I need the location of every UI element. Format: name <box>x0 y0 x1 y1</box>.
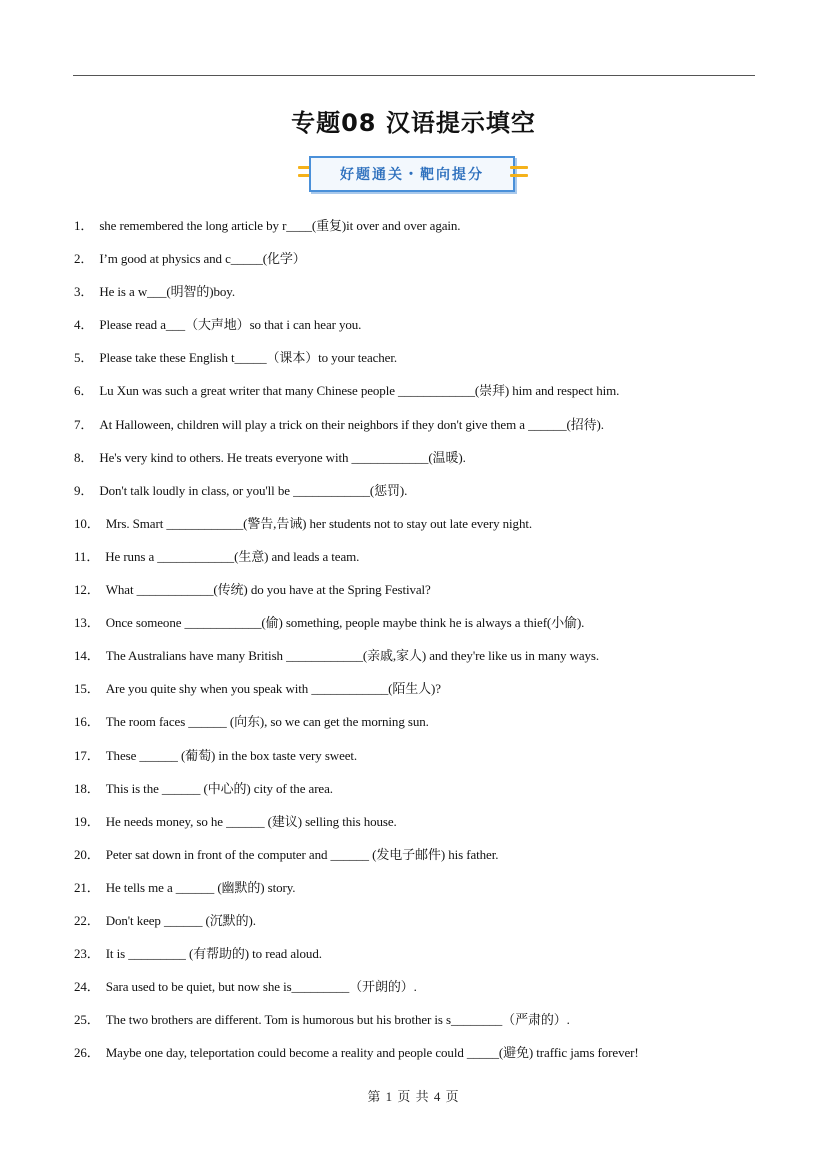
question-text: Please read a___（大声地）so that i can hear you. <box>99 317 362 333</box>
question-text: He needs money, so he ______ (建议) selling this house. <box>105 813 397 829</box>
question-item <box>74 879 764 912</box>
question-text: Lu Xun was such a great writer that many Chinese people ____________(崇拜) him and respect him. <box>99 383 620 399</box>
question-text: The Australians have many British ____________(亲戚,家人) and they're like us in many ways. <box>105 648 600 664</box>
question-number: 6． <box>74 383 94 399</box>
question-item <box>74 1044 764 1077</box>
question-item <box>74 217 764 250</box>
question-item <box>74 449 764 482</box>
page-title: 专题08 汉语提示填空 <box>291 109 536 137</box>
question-item <box>74 846 764 879</box>
question-list <box>74 217 764 1077</box>
question-number: 11． <box>74 548 100 564</box>
question-text: This is the ______ (中心的) city of the area. <box>105 780 333 796</box>
question-number: 24． <box>74 979 100 995</box>
question-number: 26． <box>74 1045 100 1061</box>
question-item <box>74 382 764 415</box>
question-number: 22． <box>74 912 100 928</box>
question-item <box>74 614 764 647</box>
question-item <box>74 316 764 349</box>
question-number: 25． <box>74 1012 100 1028</box>
question-number: 16． <box>74 714 100 730</box>
question-number: 14． <box>74 648 100 664</box>
question-item <box>74 349 764 382</box>
question-number: 3． <box>74 284 94 300</box>
question-number: 2． <box>74 251 94 267</box>
question-item <box>74 647 764 680</box>
question-number: 7． <box>74 416 94 432</box>
question-item <box>74 482 764 515</box>
question-number: 18． <box>74 780 100 796</box>
question-text: He tells me a ______ (幽默的) story. <box>105 879 296 895</box>
header-rule <box>73 75 755 76</box>
question-text: Please take these English t_____（课本）to your teacher. <box>99 350 398 366</box>
question-number: 5． <box>74 350 94 366</box>
question-number: 23． <box>74 946 100 962</box>
question-item <box>74 581 764 614</box>
question-number: 10． <box>74 515 100 531</box>
question-item <box>74 1011 764 1044</box>
section-badge-label: 好题通关・靶向提分 <box>309 156 515 192</box>
question-number: 8． <box>74 449 94 465</box>
page-footer: 第 1 页 共 4 页 <box>367 1089 460 1104</box>
question-item <box>74 978 764 1011</box>
question-text: What ____________(传统) do you have at the Spring Festival? <box>105 582 431 598</box>
question-text: At Halloween, children will play a trick on their neighbors if they don't give them a ______(招待). <box>99 416 604 432</box>
question-item <box>74 515 764 548</box>
question-text: Sara used to be quiet, but now she is_________（开朗的）. <box>105 979 417 995</box>
question-item <box>74 283 764 316</box>
question-item <box>74 813 764 846</box>
question-text: Mrs. Smart ____________(警告,告诫) her students not to stay out late every night. <box>105 515 533 531</box>
question-number: 17． <box>74 747 100 763</box>
question-text: Don't keep ______ (沉默的). <box>105 912 256 928</box>
question-text: Once someone ____________(偷) something, people maybe think he is always a thief(小偷). <box>105 615 585 631</box>
question-text: He runs a ____________(生意) and leads a team. <box>105 548 360 564</box>
question-text: she remembered the long article by r____(重复)it over and over again. <box>99 218 461 233</box>
question-text: Are you quite shy when you speak with ____________(陌生人)? <box>105 681 441 697</box>
question-text: It is _________ (有帮助的) to read aloud. <box>105 946 322 962</box>
question-number: 15． <box>74 681 100 697</box>
question-item <box>74 680 764 713</box>
question-text: These ______ (葡萄) in the box taste very sweet. <box>105 747 358 763</box>
question-text: He's very kind to others. He treats everyone with ____________(温暖). <box>99 449 466 465</box>
question-item <box>74 747 764 780</box>
question-number: 19． <box>74 813 100 829</box>
question-text: The room faces ______ (向东), so we can get the morning sun. <box>105 714 429 730</box>
question-number: 13． <box>74 615 100 631</box>
section-badge <box>298 155 528 195</box>
question-number: 21． <box>74 879 100 895</box>
question-item <box>74 250 764 283</box>
question-item <box>74 548 764 581</box>
question-number: 12． <box>74 582 100 598</box>
question-item <box>74 780 764 813</box>
question-text: The two brothers are different. Tom is humorous but his brother is s________（严肃的）. <box>105 1012 570 1028</box>
question-text: Maybe one day, teleportation could become a reality and people could _____(避免) traffic jams forever! <box>105 1045 639 1061</box>
question-text: Don't talk loudly in class, or you'll be ____________(惩罚). <box>99 482 408 498</box>
question-item <box>74 945 764 978</box>
question-item <box>74 713 764 746</box>
question-number: 4． <box>74 317 94 333</box>
question-number: 1． <box>74 218 94 233</box>
badge-decoration-right <box>510 166 528 182</box>
question-item <box>74 416 764 449</box>
question-text: I’m good at physics and c_____(化学） <box>99 251 306 267</box>
question-number: 9． <box>74 482 94 498</box>
question-number: 20． <box>74 846 100 862</box>
question-item <box>74 912 764 945</box>
question-text: He is a w___(明智的)boy. <box>99 284 236 300</box>
question-text: Peter sat down in front of the computer and ______ (发电子邮件) his father. <box>105 846 499 862</box>
